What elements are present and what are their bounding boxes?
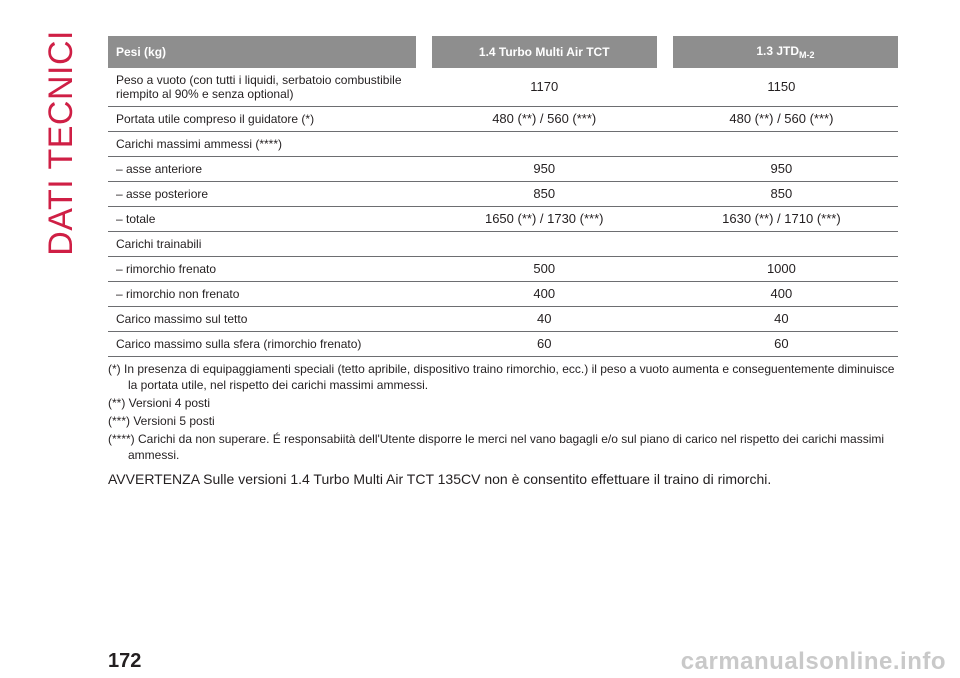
table-row bbox=[108, 282, 898, 307]
warning-text: AVVERTENZA Sulle versioni 1.4 Turbo Multi Air TCT 135CV non è consentito effettuare il traino di rimorchi. bbox=[108, 471, 772, 487]
row-label: – rimorchio non frenato bbox=[108, 282, 424, 307]
row-value-diesel bbox=[665, 232, 898, 257]
table-header-row bbox=[108, 36, 898, 68]
row-label: Carichi massimi ammessi (****) bbox=[108, 132, 424, 157]
row-label: – totale bbox=[108, 207, 424, 232]
header-engine-diesel-label: 1.3 JTD bbox=[756, 44, 799, 58]
page-number: 172 bbox=[108, 650, 142, 672]
footnote-4: (****) Carichi da non superare. É responsabiità dell'Utente disporre le merci nel vano bagagli e/o sul piano di carico nel rispetto dei carichi massimi ammessi. bbox=[108, 432, 885, 462]
watermark: carmanualsonline.info bbox=[680, 648, 946, 675]
table-row bbox=[108, 257, 898, 282]
row-label: Peso a vuoto (con tutti i liquidi, serbatoio combustibile riempito al 90% e senza optional) bbox=[108, 68, 424, 107]
row-value-petrol: 500 bbox=[424, 257, 665, 282]
row-value-petrol: 40 bbox=[424, 307, 665, 332]
row-value-petrol: 60 bbox=[424, 332, 665, 357]
row-value-diesel: 400 bbox=[665, 282, 898, 307]
row-value-diesel: 480 (**) / 560 (***) bbox=[665, 107, 898, 132]
row-value-petrol bbox=[424, 232, 665, 257]
header-engine-diesel-subscript: M-2 bbox=[799, 50, 815, 60]
header-weights: Pesi (kg) bbox=[108, 36, 424, 68]
header-engine-diesel bbox=[665, 36, 898, 68]
row-value-petrol: 400 bbox=[424, 282, 665, 307]
row-value-diesel bbox=[665, 132, 898, 157]
row-label: – rimorchio frenato bbox=[108, 257, 424, 282]
footnote-1: (*) In presenza di equipaggiamenti speciali (tetto apribile, dispositivo traino rimorchio, ecc.) il peso a vuoto aumenta e conseguentemente diminuisce la portata utile, nel rispetto dei carichi massimi ammessi. bbox=[108, 362, 895, 392]
row-value-petrol: 950 bbox=[424, 157, 665, 182]
footnotes bbox=[108, 361, 898, 465]
table-row bbox=[108, 157, 898, 182]
row-value-petrol: 1650 (**) / 1730 (***) bbox=[424, 207, 665, 232]
table-row bbox=[108, 207, 898, 232]
row-value-diesel: 850 bbox=[665, 182, 898, 207]
section-title: DATI TECNICI bbox=[42, 30, 80, 256]
footnote-2: (**) Versioni 4 posti bbox=[108, 396, 211, 410]
row-label: Portata utile compreso il guidatore (*) bbox=[108, 107, 424, 132]
row-value-petrol: 480 (**) / 560 (***) bbox=[424, 107, 665, 132]
table-row bbox=[108, 332, 898, 357]
row-label: Carico massimo sul tetto bbox=[108, 307, 424, 332]
table-row bbox=[108, 68, 898, 107]
row-label: – asse posteriore bbox=[108, 182, 424, 207]
row-label: Carico massimo sulla sfera (rimorchio frenato) bbox=[108, 332, 424, 357]
table-row bbox=[108, 232, 898, 257]
footnote-3: (***) Versioni 5 posti bbox=[108, 414, 215, 428]
row-label: – asse anteriore bbox=[108, 157, 424, 182]
row-value-diesel: 40 bbox=[665, 307, 898, 332]
table-row bbox=[108, 107, 898, 132]
row-value-diesel: 1630 (**) / 1710 (***) bbox=[665, 207, 898, 232]
row-value-diesel: 1150 bbox=[665, 68, 898, 107]
table-row bbox=[108, 182, 898, 207]
row-value-diesel: 60 bbox=[665, 332, 898, 357]
row-value-petrol: 1170 bbox=[424, 68, 665, 107]
table-row bbox=[108, 307, 898, 332]
row-value-diesel: 1000 bbox=[665, 257, 898, 282]
table-row bbox=[108, 132, 898, 157]
row-value-petrol bbox=[424, 132, 665, 157]
header-engine-petrol: 1.4 Turbo Multi Air TCT bbox=[424, 36, 665, 68]
row-value-diesel: 950 bbox=[665, 157, 898, 182]
weights-table bbox=[108, 36, 898, 357]
row-label: Carichi trainabili bbox=[108, 232, 424, 257]
row-value-petrol: 850 bbox=[424, 182, 665, 207]
